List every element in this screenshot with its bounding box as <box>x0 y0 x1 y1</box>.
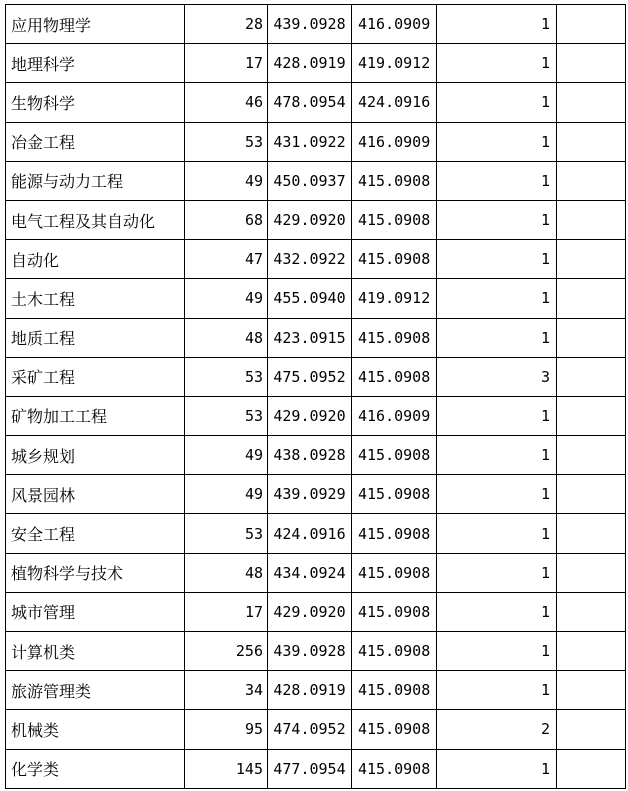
major-name-cell: 地理科学 <box>6 44 185 83</box>
note-cell <box>557 44 626 83</box>
count-cell: 48 <box>185 318 268 357</box>
count-cell: 47 <box>185 240 268 279</box>
admission-score-table <box>5 4 626 789</box>
count-cell: 53 <box>185 357 268 396</box>
score-a-cell: 439.0928 <box>268 632 352 671</box>
flag-cell: 1 <box>437 122 557 161</box>
note-cell <box>557 749 626 788</box>
score-b-cell: 415.0908 <box>352 436 437 475</box>
score-a-cell: 478.0954 <box>268 83 352 122</box>
count-cell: 46 <box>185 83 268 122</box>
note-cell <box>557 710 626 749</box>
count-cell: 53 <box>185 122 268 161</box>
count-cell: 256 <box>185 632 268 671</box>
note-cell <box>557 5 626 44</box>
note-cell <box>557 122 626 161</box>
note-cell <box>557 200 626 239</box>
major-name-cell: 矿物加工工程 <box>6 396 185 435</box>
score-a-cell: 431.0922 <box>268 122 352 161</box>
major-name-cell: 风景园林 <box>6 475 185 514</box>
major-name-cell: 冶金工程 <box>6 122 185 161</box>
flag-cell: 1 <box>437 200 557 239</box>
score-a-cell: 429.0920 <box>268 592 352 631</box>
flag-cell: 2 <box>437 710 557 749</box>
score-b-cell: 419.0912 <box>352 279 437 318</box>
score-b-cell: 415.0908 <box>352 514 437 553</box>
score-b-cell: 415.0908 <box>352 200 437 239</box>
table-row <box>6 436 626 475</box>
score-a-cell: 429.0920 <box>268 200 352 239</box>
score-b-cell: 415.0908 <box>352 671 437 710</box>
note-cell <box>557 318 626 357</box>
count-cell: 28 <box>185 5 268 44</box>
table-row <box>6 240 626 279</box>
table-row <box>6 357 626 396</box>
table-row <box>6 396 626 435</box>
flag-cell: 1 <box>437 83 557 122</box>
score-a-cell: 434.0924 <box>268 553 352 592</box>
major-name-cell: 旅游管理类 <box>6 671 185 710</box>
score-b-cell: 415.0908 <box>352 632 437 671</box>
score-a-cell: 455.0940 <box>268 279 352 318</box>
major-name-cell: 应用物理学 <box>6 5 185 44</box>
flag-cell: 1 <box>437 632 557 671</box>
table-row <box>6 83 626 122</box>
score-b-cell: 424.0916 <box>352 83 437 122</box>
score-a-cell: 438.0928 <box>268 436 352 475</box>
score-b-cell: 415.0908 <box>352 161 437 200</box>
flag-cell: 1 <box>437 436 557 475</box>
note-cell <box>557 83 626 122</box>
major-name-cell: 电气工程及其自动化 <box>6 200 185 239</box>
score-b-cell: 415.0908 <box>352 553 437 592</box>
flag-cell: 1 <box>437 671 557 710</box>
flag-cell: 1 <box>437 396 557 435</box>
flag-cell: 1 <box>437 44 557 83</box>
count-cell: 17 <box>185 44 268 83</box>
score-a-cell: 428.0919 <box>268 671 352 710</box>
score-b-cell: 416.0909 <box>352 396 437 435</box>
table-row <box>6 475 626 514</box>
note-cell <box>557 279 626 318</box>
major-name-cell: 土木工程 <box>6 279 185 318</box>
score-a-cell: 424.0916 <box>268 514 352 553</box>
table-row <box>6 122 626 161</box>
note-cell <box>557 553 626 592</box>
major-name-cell: 化学类 <box>6 749 185 788</box>
count-cell: 68 <box>185 200 268 239</box>
score-a-cell: 477.0954 <box>268 749 352 788</box>
table-row <box>6 710 626 749</box>
table-row <box>6 592 626 631</box>
flag-cell: 1 <box>437 749 557 788</box>
major-name-cell: 计算机类 <box>6 632 185 671</box>
score-b-cell: 415.0908 <box>352 592 437 631</box>
count-cell: 53 <box>185 514 268 553</box>
score-b-cell: 415.0908 <box>352 475 437 514</box>
score-a-cell: 423.0915 <box>268 318 352 357</box>
major-name-cell: 植物科学与技术 <box>6 553 185 592</box>
major-name-cell: 自动化 <box>6 240 185 279</box>
score-a-cell: 432.0922 <box>268 240 352 279</box>
note-cell <box>557 475 626 514</box>
note-cell <box>557 514 626 553</box>
major-name-cell: 安全工程 <box>6 514 185 553</box>
flag-cell: 1 <box>437 475 557 514</box>
flag-cell: 1 <box>437 592 557 631</box>
flag-cell: 1 <box>437 161 557 200</box>
major-name-cell: 采矿工程 <box>6 357 185 396</box>
flag-cell: 1 <box>437 553 557 592</box>
count-cell: 49 <box>185 436 268 475</box>
score-b-cell: 415.0908 <box>352 710 437 749</box>
score-a-cell: 439.0928 <box>268 5 352 44</box>
flag-cell: 1 <box>437 318 557 357</box>
table-row <box>6 200 626 239</box>
note-cell <box>557 240 626 279</box>
flag-cell: 1 <box>437 279 557 318</box>
score-b-cell: 416.0909 <box>352 5 437 44</box>
flag-cell: 1 <box>437 5 557 44</box>
table-row <box>6 671 626 710</box>
score-a-cell: 439.0929 <box>268 475 352 514</box>
table-row <box>6 279 626 318</box>
count-cell: 49 <box>185 161 268 200</box>
flag-cell: 1 <box>437 240 557 279</box>
note-cell <box>557 161 626 200</box>
note-cell <box>557 357 626 396</box>
note-cell <box>557 632 626 671</box>
score-b-cell: 419.0912 <box>352 44 437 83</box>
table-row <box>6 632 626 671</box>
score-b-cell: 415.0908 <box>352 357 437 396</box>
count-cell: 49 <box>185 475 268 514</box>
score-b-cell: 415.0908 <box>352 318 437 357</box>
count-cell: 49 <box>185 279 268 318</box>
major-name-cell: 城市管理 <box>6 592 185 631</box>
score-a-cell: 475.0952 <box>268 357 352 396</box>
note-cell <box>557 592 626 631</box>
table-row <box>6 749 626 788</box>
table-row <box>6 44 626 83</box>
score-a-cell: 429.0920 <box>268 396 352 435</box>
major-name-cell: 生物科学 <box>6 83 185 122</box>
major-name-cell: 能源与动力工程 <box>6 161 185 200</box>
major-name-cell: 地质工程 <box>6 318 185 357</box>
flag-cell: 3 <box>437 357 557 396</box>
score-a-cell: 450.0937 <box>268 161 352 200</box>
major-name-cell: 机械类 <box>6 710 185 749</box>
table-row <box>6 514 626 553</box>
score-a-cell: 474.0952 <box>268 710 352 749</box>
table-row <box>6 161 626 200</box>
count-cell: 145 <box>185 749 268 788</box>
score-b-cell: 415.0908 <box>352 240 437 279</box>
count-cell: 95 <box>185 710 268 749</box>
note-cell <box>557 396 626 435</box>
table-row <box>6 5 626 44</box>
flag-cell: 1 <box>437 514 557 553</box>
score-a-cell: 428.0919 <box>268 44 352 83</box>
note-cell <box>557 436 626 475</box>
note-cell <box>557 671 626 710</box>
count-cell: 17 <box>185 592 268 631</box>
count-cell: 53 <box>185 396 268 435</box>
table-body <box>6 5 626 789</box>
count-cell: 34 <box>185 671 268 710</box>
table-row <box>6 553 626 592</box>
count-cell: 48 <box>185 553 268 592</box>
major-name-cell: 城乡规划 <box>6 436 185 475</box>
score-b-cell: 416.0909 <box>352 122 437 161</box>
table-row <box>6 318 626 357</box>
score-b-cell: 415.0908 <box>352 749 437 788</box>
